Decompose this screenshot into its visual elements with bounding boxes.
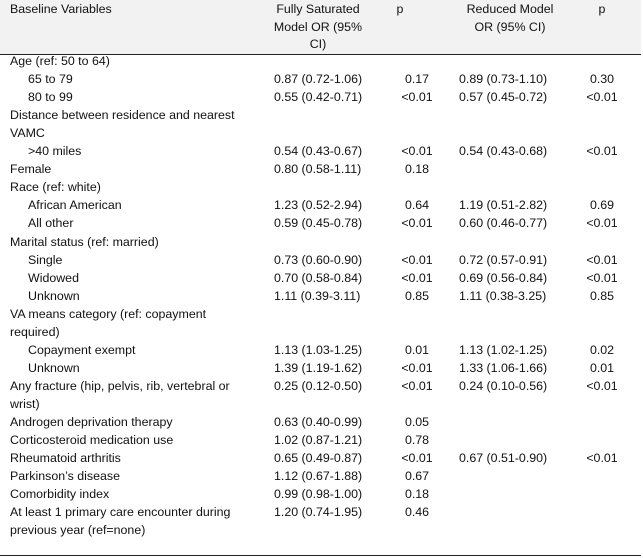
reduced-model-or-cell: 0.89 (0.73-1.10) (459, 72, 548, 87)
table-row (0, 431, 643, 449)
row-label: Single (28, 252, 63, 267)
table-row (0, 305, 643, 323)
header-p-reduced: p (598, 2, 606, 16)
row-label: Unknown (28, 288, 80, 303)
full-model-or-cell: 0.63 (0.40-0.99) (274, 415, 363, 429)
row-label: Copayment exempt (28, 342, 136, 357)
row-label: required) (10, 324, 60, 339)
row-label: Unknown (28, 360, 80, 375)
row-label: Androgen deprivation therapy (10, 415, 173, 429)
full-model-or-cell: 0.59 (0.45-0.78) (274, 216, 363, 231)
reduced-model-or-cell: 1.13 (1.02-1.25) (459, 342, 548, 357)
row-label: 65 to 79 (28, 72, 73, 87)
table-row (0, 88, 643, 106)
table-row (0, 142, 643, 160)
table-row (0, 52, 643, 70)
reduced-model-p-cell: <0.01 (586, 90, 618, 105)
reduced-model-or-cell: 1.33 (1.06-1.66) (459, 360, 548, 375)
reduced-model-or-cell: 0.57 (0.45-0.72) (459, 90, 548, 105)
table-row (0, 413, 643, 431)
table-row (0, 359, 643, 377)
reduced-model-p-cell: <0.01 (586, 252, 618, 267)
table-row (0, 160, 643, 178)
row-label: African American (28, 198, 122, 213)
full-model-p-cell: <0.01 (401, 451, 433, 466)
full-model-p-cell: 0.17 (404, 72, 430, 87)
table-row (0, 70, 643, 88)
reduced-model-or-cell: 0.60 (0.46-0.77) (459, 216, 548, 231)
full-model-or-cell: 0.70 (0.58-0.84) (274, 270, 363, 285)
full-model-p-cell: 0.85 (404, 288, 430, 303)
reduced-model-p-cell: <0.01 (586, 451, 618, 466)
full-model-p-cell: 0.78 (404, 433, 430, 448)
reduced-model-p-cell: 0.69 (589, 198, 615, 213)
reduced-model-p-cell: <0.01 (586, 378, 618, 393)
reduced-model-p-cell: 0.30 (589, 72, 615, 87)
table-row (0, 395, 643, 413)
row-label: previous year (ref=none) (10, 523, 146, 538)
table-row (0, 341, 643, 359)
table-row (0, 377, 643, 395)
reduced-model-p-cell: 0.85 (589, 288, 615, 303)
row-label: Parkinson’s disease (10, 469, 120, 484)
row-label: Female (10, 162, 52, 177)
row-label: Marital status (ref: married) (10, 234, 159, 249)
full-model-p-cell: <0.01 (401, 378, 433, 393)
table-row (0, 196, 643, 214)
table-bottom-rule (0, 555, 641, 556)
full-model-or-cell: 0.87 (0.72-1.06) (274, 72, 363, 87)
reduced-model-or-cell: 1.19 (0.51-2.82) (459, 198, 548, 213)
full-model-p-cell: 0.18 (404, 162, 430, 177)
full-model-p-cell: 0.05 (404, 415, 430, 429)
header-baseline-variables: Baseline Variables (10, 2, 112, 16)
reduced-model-or-cell: 1.11 (0.38-3.25) (459, 288, 547, 303)
full-model-p-cell: <0.01 (401, 360, 433, 375)
table-row (0, 323, 643, 341)
full-model-p-cell: <0.01 (401, 252, 433, 267)
full-model-or-cell: 0.54 (0.43-0.67) (274, 144, 363, 159)
full-model-or-cell: 1.20 (0.74-1.95) (274, 505, 363, 520)
full-model-p-cell: <0.01 (401, 216, 433, 231)
header-reduced-model-or: Reduced Model OR (95% CI) (466, 2, 554, 34)
reduced-model-p-cell: 0.02 (589, 342, 615, 357)
table-row (0, 503, 643, 521)
row-label: Widowed (28, 270, 79, 285)
full-model-or-cell: 1.11 (0.39-3.11) (274, 288, 361, 303)
table-row (0, 269, 643, 287)
reduced-model-p-cell: 0.01 (589, 360, 615, 375)
table-row (0, 287, 643, 305)
reduced-model-or-cell: 0.24 (0.10-0.56) (459, 378, 548, 393)
header-full-model-or: Fully Saturated Model OR (95% CI) (273, 2, 363, 51)
reduced-model-or-cell: 0.72 (0.57-0.91) (459, 252, 548, 267)
full-model-or-cell: 1.13 (1.03-1.25) (274, 342, 363, 357)
full-model-p-cell: 0.64 (404, 198, 430, 213)
row-label: Rheumatoid arthritis (10, 451, 121, 466)
reduced-model-or-cell: 0.67 (0.51-0.90) (459, 451, 548, 466)
table-row (0, 106, 643, 124)
full-model-or-cell: 1.02 (0.87-1.21) (274, 433, 363, 448)
full-model-or-cell: 0.65 (0.49-0.87) (274, 451, 363, 466)
reduced-model-p-cell: <0.01 (586, 144, 618, 159)
table-row (0, 214, 643, 232)
row-label: Any fracture (hip, pelvis, rib, vertebral or (10, 378, 230, 393)
row-label: Corticosteroid medication use (10, 433, 174, 448)
table-row (0, 449, 643, 467)
row-label: wrist) (10, 396, 40, 411)
row-label: Distance between residence and nearest (10, 108, 235, 123)
table-row (0, 178, 643, 196)
reduced-model-p-cell: <0.01 (586, 216, 618, 231)
full-model-or-cell: 1.39 (1.19-1.62) (274, 360, 363, 375)
table-row (0, 521, 643, 539)
full-model-p-cell: 0.01 (404, 342, 430, 357)
full-model-or-cell: 0.55 (0.42-0.71) (274, 90, 363, 105)
row-label: Comorbidity index (10, 487, 110, 502)
full-model-p-cell: 0.67 (404, 469, 430, 484)
row-label: VA means category (ref: copayment (10, 306, 207, 321)
full-model-or-cell: 0.99 (0.98-1.00) (274, 487, 363, 502)
full-model-p-cell: <0.01 (401, 90, 433, 105)
full-model-p-cell: <0.01 (401, 270, 433, 285)
row-label: 80 to 99 (28, 90, 73, 105)
full-model-p-cell: 0.46 (404, 505, 430, 520)
table-row (0, 124, 643, 142)
table-row (0, 233, 643, 251)
row-label: All other (28, 216, 74, 231)
reduced-model-or-cell: 0.54 (0.43-0.68) (459, 144, 548, 159)
reduced-model-or-cell: 0.69 (0.56-0.84) (459, 270, 548, 285)
row-label: >40 miles (28, 144, 82, 159)
table-row (0, 485, 643, 503)
full-model-p-cell: 0.18 (404, 487, 430, 502)
full-model-p-cell: <0.01 (401, 144, 433, 159)
table-row (0, 251, 643, 269)
table-row (0, 467, 643, 485)
full-model-or-cell: 1.12 (0.67-1.88) (274, 469, 363, 484)
table-header (0, 0, 641, 55)
row-label: VAMC (10, 126, 45, 141)
row-label: At least 1 primary care encounter during (10, 505, 231, 520)
row-label: Age (ref: 50 to 64) (10, 54, 110, 68)
full-model-or-cell: 0.73 (0.60-0.90) (274, 252, 363, 267)
row-label: Race (ref: white) (10, 180, 101, 195)
full-model-or-cell: 0.25 (0.12-0.50) (274, 378, 363, 393)
reduced-model-p-cell: <0.01 (586, 270, 618, 285)
full-model-or-cell: 0.80 (0.58-1.11) (274, 162, 362, 177)
header-p-full: p (396, 2, 404, 16)
full-model-or-cell: 1.23 (0.52-2.94) (274, 198, 363, 213)
